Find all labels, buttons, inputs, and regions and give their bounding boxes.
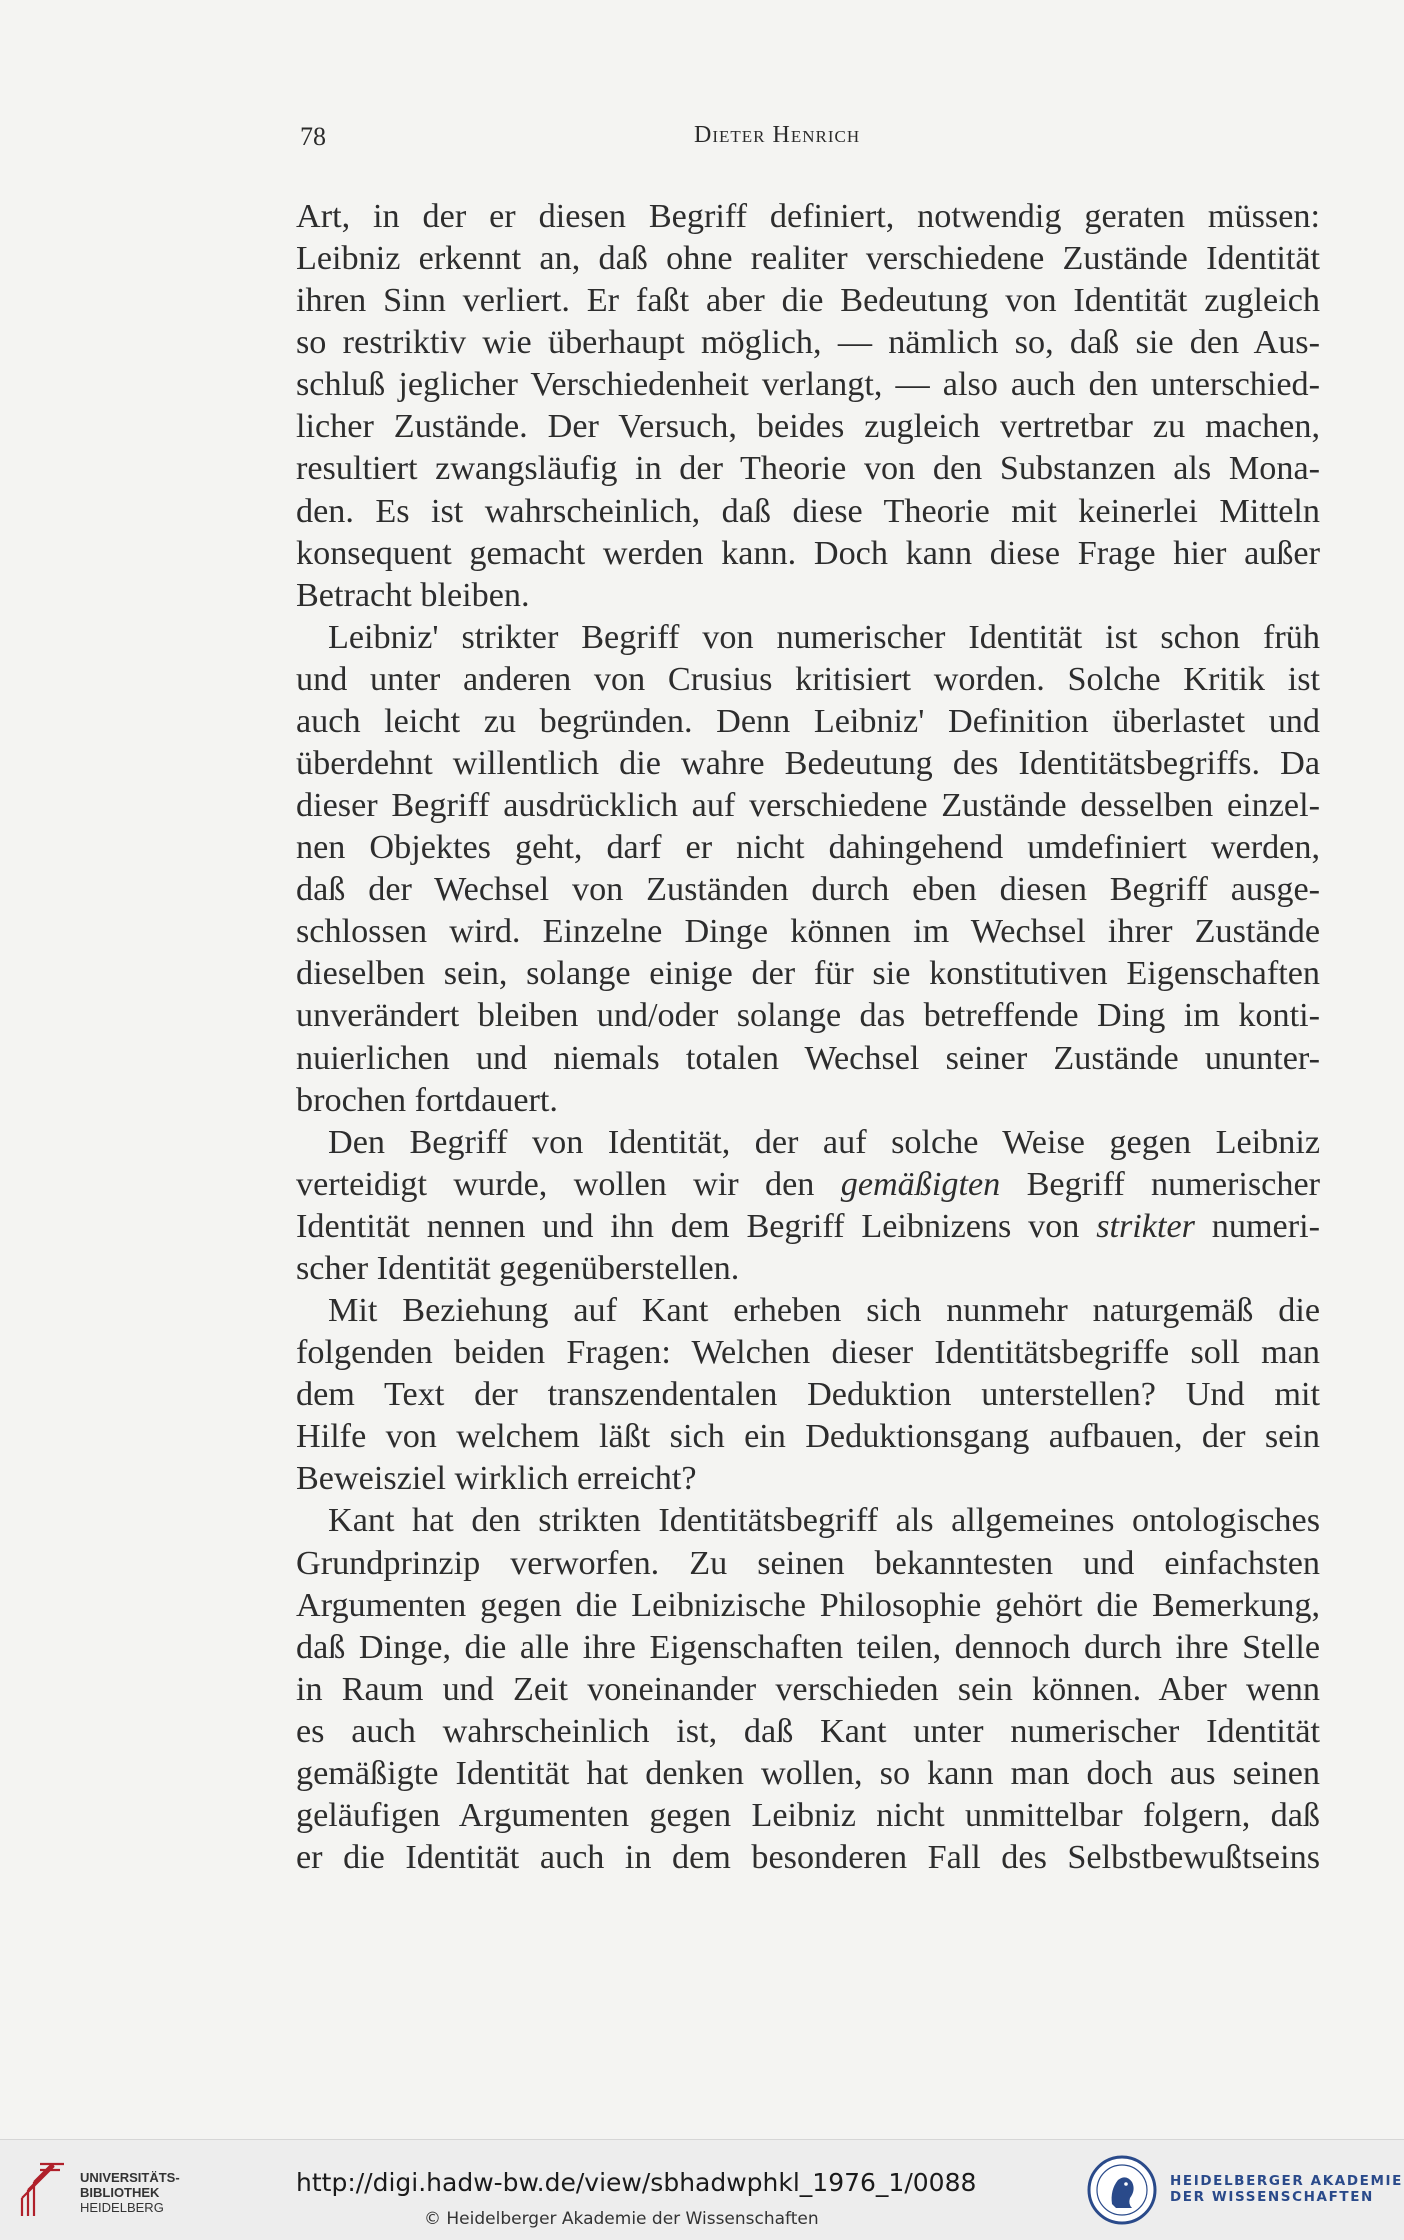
text-line: in Raum und Zeit voneinander verschieden sein können. Aber wenn (296, 1670, 1320, 1708)
text-line: unverändert bleiben und/oder solange das betreffende Ding im konti- (296, 997, 1320, 1035)
text-line: brochen fortdauert. (296, 1081, 558, 1119)
text-line: nen Objektes geht, darf er nicht dahingehend umdefiniert werden, (296, 829, 1320, 867)
text-line: Hilfe von welchem läßt sich ein Deduktionsgang aufbauen, der sein (296, 1418, 1320, 1456)
text-line: er die Identität auch in dem besonderen Fall des Selbstbewußtseins (296, 1839, 1320, 1877)
text-span: verteidigt wurde, wollen wir den (296, 1165, 815, 1203)
copyright-notice: © Heidelberger Akademie der Wissenschaften (424, 2209, 819, 2229)
university-library-name (80, 2170, 180, 2215)
academy-name (1170, 2173, 1403, 2205)
text-line: ihren Sinn verliert. Er faßt aber die Bedeutung von Identität zugleich (296, 282, 1320, 320)
text-line: Argumenten gegen die Leibnizische Philosophie gehört die Bemerkung, (296, 1586, 1320, 1624)
library-line: HEIDELBERG (80, 2200, 164, 2215)
text-line: und unter anderen von Crusius kritisiert worden. Solche Kritik ist (296, 660, 1320, 698)
text-line: scher Identität gegenüberstellen. (296, 1249, 740, 1287)
text-line: überdehnt willentlich die wahre Bedeutung des Identitätsbegriffs. Da (296, 745, 1320, 783)
italic-term: strikter (1096, 1207, 1195, 1245)
text-line: geläufigen Argumenten gegen Leibniz nicht unmittelbar folgern, daß (296, 1796, 1320, 1834)
text-line: daß der Wechsel von Zuständen durch eben diesen Begriff ausge- (296, 871, 1320, 909)
text-line: Leibniz' strikter Begriff von numerischer Identität ist schon früh (328, 618, 1320, 656)
text-line: gemäßigte Identität hat denken wollen, so kann man doch aus seinen (296, 1754, 1320, 1792)
academy-seal-icon (1086, 2154, 1158, 2226)
text-line: Den Begriff von Identität, der auf solche Weise gegen Leibniz (328, 1123, 1320, 1161)
text-line: dieselben sein, solange einige der für sie konstitutiven Eigenschaften (296, 955, 1320, 993)
text-line: Art, in der er diesen Begriff definiert, notwendig geraten müssen: (296, 198, 1320, 235)
text-line: licher Zustände. Der Versuch, beides zugleich vertretbar zu machen, (296, 408, 1320, 446)
page-number: 78 (300, 122, 326, 151)
italic-term: gemäßigten (840, 1165, 1001, 1203)
text-line: dem Text der transzendentalen Deduktion unterstellen? Und mit (296, 1376, 1320, 1414)
text-line: den. Es ist wahrscheinlich, daß diese Theorie mit keinerlei Mitteln (296, 492, 1320, 530)
text-line: Leibniz erkennt an, daß ohne realiter verschiedene Zustände Identität (296, 240, 1320, 278)
text-line: dieser Begriff ausdrücklich auf verschiedene Zustände desselben einzel- (296, 787, 1320, 825)
text-span: Begriff numerischer (1026, 1165, 1321, 1203)
text-line: konsequent gemacht werden kann. Doch kann diese Frage hier außer (296, 534, 1320, 572)
text-line: Beweisziel wirklich erreicht? (296, 1460, 697, 1498)
text-span: numeri- (1211, 1207, 1320, 1245)
text-line: so restriktiv wie überhaupt möglich, — nämlich so, daß sie den Aus- (296, 324, 1320, 362)
body-text (296, 196, 1320, 1879)
text-span: Identität nennen und ihn dem Begriff Leibnizens von (296, 1207, 1080, 1245)
academy-line: HEIDELBERGER AKADEMIE (1170, 2173, 1403, 2189)
text-line: schlossen wird. Einzelne Dinge können im Wechsel ihrer Zustände (296, 913, 1320, 951)
text-line: Kant hat den strikten Identitätsbegriff als allgemeines ontologisches (328, 1502, 1320, 1540)
text-line: auch leicht zu begründen. Denn Leibniz' Definition überlastet und (296, 702, 1320, 740)
text-line-mixed (296, 1164, 1320, 1206)
text-line: folgenden beiden Fragen: Welchen dieser Identitätsbegriffe soll man (296, 1334, 1320, 1372)
running-head (300, 122, 1300, 162)
footer-bar (0, 2139, 1404, 2240)
text-line: resultiert zwangsläufig in der Theorie von den Substanzen als Mona- (296, 450, 1320, 488)
text-line: nuierlichen und niemals totalen Wechsel seiner Zustände ununter- (296, 1039, 1320, 1077)
library-line: UNIVERSITÄTS- (80, 2170, 180, 2185)
library-line: BIBLIOTHEK (80, 2185, 160, 2200)
academy-line: DER WISSENSCHAFTEN (1170, 2189, 1374, 2205)
source-url-link[interactable]: http://digi.hadw-bw.de/view/sbhadwphkl_1976_1/0088 (296, 2168, 977, 2197)
running-head-author: Dieter Henrich (694, 122, 861, 148)
text-line: Betracht bleiben. (296, 576, 530, 614)
text-line: Grundprinzip verworfen. Zu seinen bekanntesten und einfachsten (296, 1544, 1320, 1582)
text-line: schluß jeglicher Verschiedenheit verlangt, — also auch den unterschied- (296, 366, 1320, 404)
text-line: es auch wahrscheinlich ist, daß Kant unter numerischer Identität (296, 1712, 1320, 1750)
text-line: daß Dinge, die alle ihre Eigenschaften teilen, dennoch durch ihre Stelle (296, 1628, 1320, 1666)
text-line-mixed (296, 1206, 1320, 1248)
text-line: Mit Beziehung auf Kant erheben sich nunmehr naturgemäß die (328, 1292, 1320, 1330)
